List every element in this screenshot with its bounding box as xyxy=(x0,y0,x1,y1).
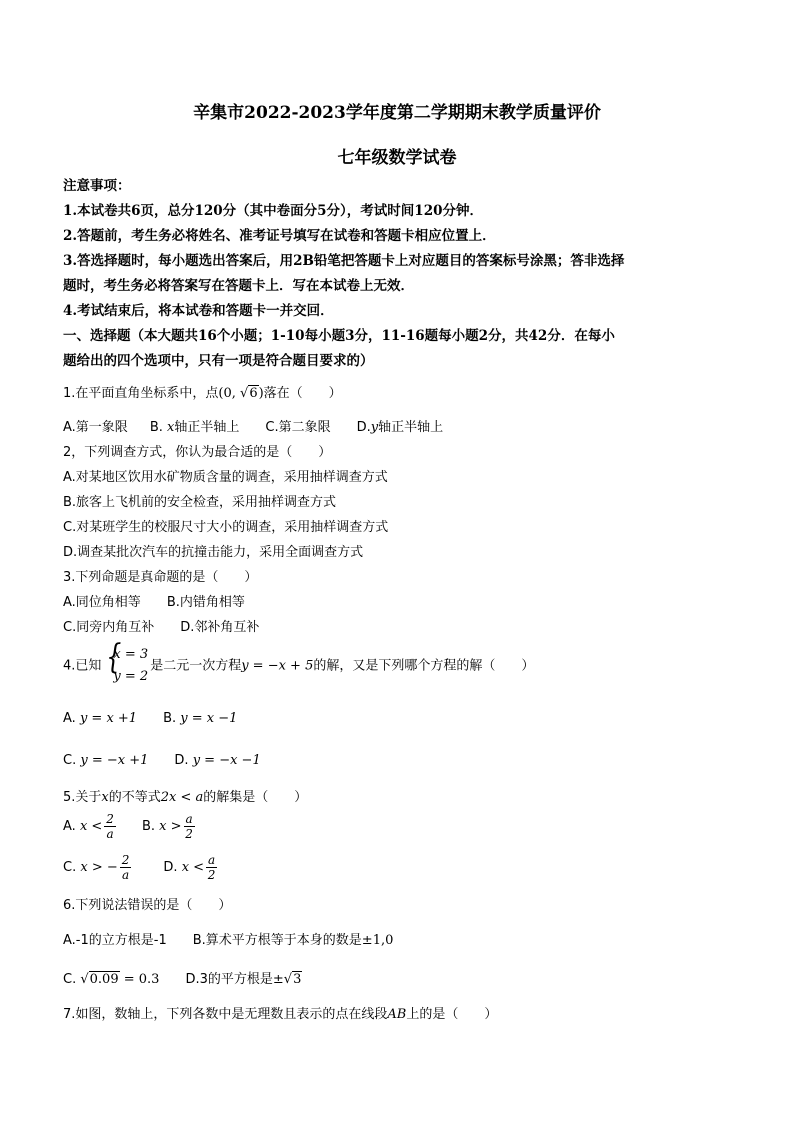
question-6-options-cd xyxy=(63,968,302,987)
section-heading: 一、选择题（本大题共16个小题；1-10每小题3分，11-16题每小题2分，共42分．在每小 xyxy=(63,328,615,344)
q3-option-d: D.邻补角互补 xyxy=(180,620,260,635)
q1-stem-a: 1.在平面直角坐标系中，点 xyxy=(63,386,219,401)
q2-option-a: A.对某地区饮用水矿物质含量的调查，采用抽样调查方式 xyxy=(63,470,388,485)
q6-option-d: D.3的平方根是±√3 xyxy=(185,972,302,987)
q5-stem-c: 的解集是（ ） xyxy=(203,790,308,805)
notice-item-4: 4.考试结束后，将本试卷和答题卡一并交回． xyxy=(63,303,334,319)
q7-segment: AB xyxy=(387,1007,407,1022)
q5-stem-b: 的不等式 xyxy=(108,790,161,805)
q2-option-d: D.调查某批次汽车的抗撞击能力，采用全面调查方式 xyxy=(63,545,364,560)
question-4-options-ab xyxy=(63,711,237,726)
q4-stem-b: 是二元一次方程 xyxy=(150,658,242,674)
q4-stem-c: 的解，又是下列哪个方程的解（ ） xyxy=(313,658,535,674)
q1-option-c: C.第二象限 xyxy=(265,420,331,435)
question-1-stem xyxy=(63,382,342,401)
q4-equation-system xyxy=(103,637,149,688)
q5-var: x xyxy=(101,790,109,805)
q7-stem-a: 7.如图，数轴上，下列各数中是无理数且表示的点在线段 xyxy=(63,1007,388,1022)
question-6-stem: 6.下列说法错误的是（ ） xyxy=(63,898,232,913)
q1-point-close: ) xyxy=(258,386,264,401)
q4-sys-row-1: x = 3 xyxy=(113,647,149,662)
q5-option-c: C. x > − $\frac{2}{a}$ xyxy=(63,853,130,882)
q1-sqrt: √6 xyxy=(240,386,258,401)
q5-option-a: A. x < $\frac{2}{a}$ xyxy=(63,812,114,841)
question-2-stem: 2，下列调查方式，你认为最合适的是（ ） xyxy=(63,445,332,460)
q4-brace: { xyxy=(106,637,122,677)
question-3-stem: 3.下列命题是真命题的是（ ） xyxy=(63,570,258,585)
q4-sys-row-2: y = 2 xyxy=(113,669,149,684)
question-4-stem xyxy=(63,637,535,688)
page-subtitle: 七年级数学试卷 xyxy=(337,148,457,168)
question-7-stem xyxy=(63,1003,497,1022)
q4-option-b: B. y = x −1 xyxy=(163,711,238,726)
notice-item-3: 3.答选择题时，每小题选出答案后，用2B铅笔把答题卡上对应题目的答案标号涂黑；答非选择 xyxy=(63,253,625,269)
q1-option-b: B. x轴正半轴上 xyxy=(149,420,240,435)
q3-option-b: B.内错角相等 xyxy=(166,595,245,610)
q3-option-a: A.同位角相等 xyxy=(63,595,141,610)
q1-option-d: D.y轴正半轴上 xyxy=(356,420,444,435)
q5-option-b: B. x > $\frac{a}{2}$ xyxy=(141,812,193,841)
notice-item-2: 2.答题前，考生务必将姓名、准考证号填写在试卷和答题卡相应位置上． xyxy=(63,228,496,244)
section-heading-cont: 题给出的四个选项中，只有一项是符合题目要求的） xyxy=(63,353,374,369)
question-3-options-ab xyxy=(63,591,245,610)
q4-option-a: A. y = x +1 xyxy=(63,711,138,726)
q1-radicand: 6 xyxy=(249,386,258,401)
q6-option-b: B.算术平方根等于本身的数是±1,0 xyxy=(192,933,394,948)
question-5-options-ab xyxy=(63,813,197,840)
q6-d-radicand: 3 xyxy=(293,972,302,987)
q5-stem-a: 5.关于 xyxy=(63,790,102,805)
q3-option-c: C.同旁内角互补 xyxy=(63,620,155,635)
q4-equation: y = −x + 5 xyxy=(241,658,314,674)
q5-inequality: 2x < a xyxy=(160,790,204,805)
notice-item-1: 1.本试卷共6页，总分120分（其中卷面分5分），考试时间120分钟． xyxy=(63,203,483,219)
q6-option-a: A.-1的立方根是-1 xyxy=(63,933,167,948)
question-6-options-ab xyxy=(63,929,393,948)
q7-stem-b: 上的是（ ） xyxy=(406,1007,498,1022)
q2-option-b: B.旅客上飞机前的安全检查，采用抽样调查方式 xyxy=(63,495,337,510)
q1-point-open: (0, xyxy=(218,386,241,401)
notice-heading: 注意事项： xyxy=(63,178,131,194)
question-1-options xyxy=(63,416,443,435)
page-title: 辛集市2022-2023学年度第二学期期末教学质量评价 xyxy=(193,103,601,123)
question-4-options-cd xyxy=(63,753,261,768)
notice-item-3-cont: 题时，考生务必将答案写在答题卡上．写在本试卷上无效． xyxy=(63,278,414,294)
q4-option-c: C. y = −x +1 xyxy=(63,753,149,768)
q1-option-a: A.第一象限 xyxy=(63,420,128,435)
question-5-options-cd xyxy=(63,854,219,881)
q4-stem-a: 4.已知 xyxy=(63,658,102,674)
question-5-stem xyxy=(63,786,307,805)
q5-option-d: D. x < $\frac{a}{2}$ xyxy=(163,853,216,882)
q6-c-radicand: 0.09 xyxy=(89,972,119,987)
q1-stem-b: 落在（ ） xyxy=(263,386,342,401)
question-3-options-cd xyxy=(63,616,259,635)
q4-option-d: D. y = −x −1 xyxy=(174,753,261,768)
q6-option-c: C. √0.09 = 0.3 xyxy=(63,972,160,987)
q2-option-c: C.对某班学生的校服尺寸大小的调查，采用抽样调查方式 xyxy=(63,520,389,535)
